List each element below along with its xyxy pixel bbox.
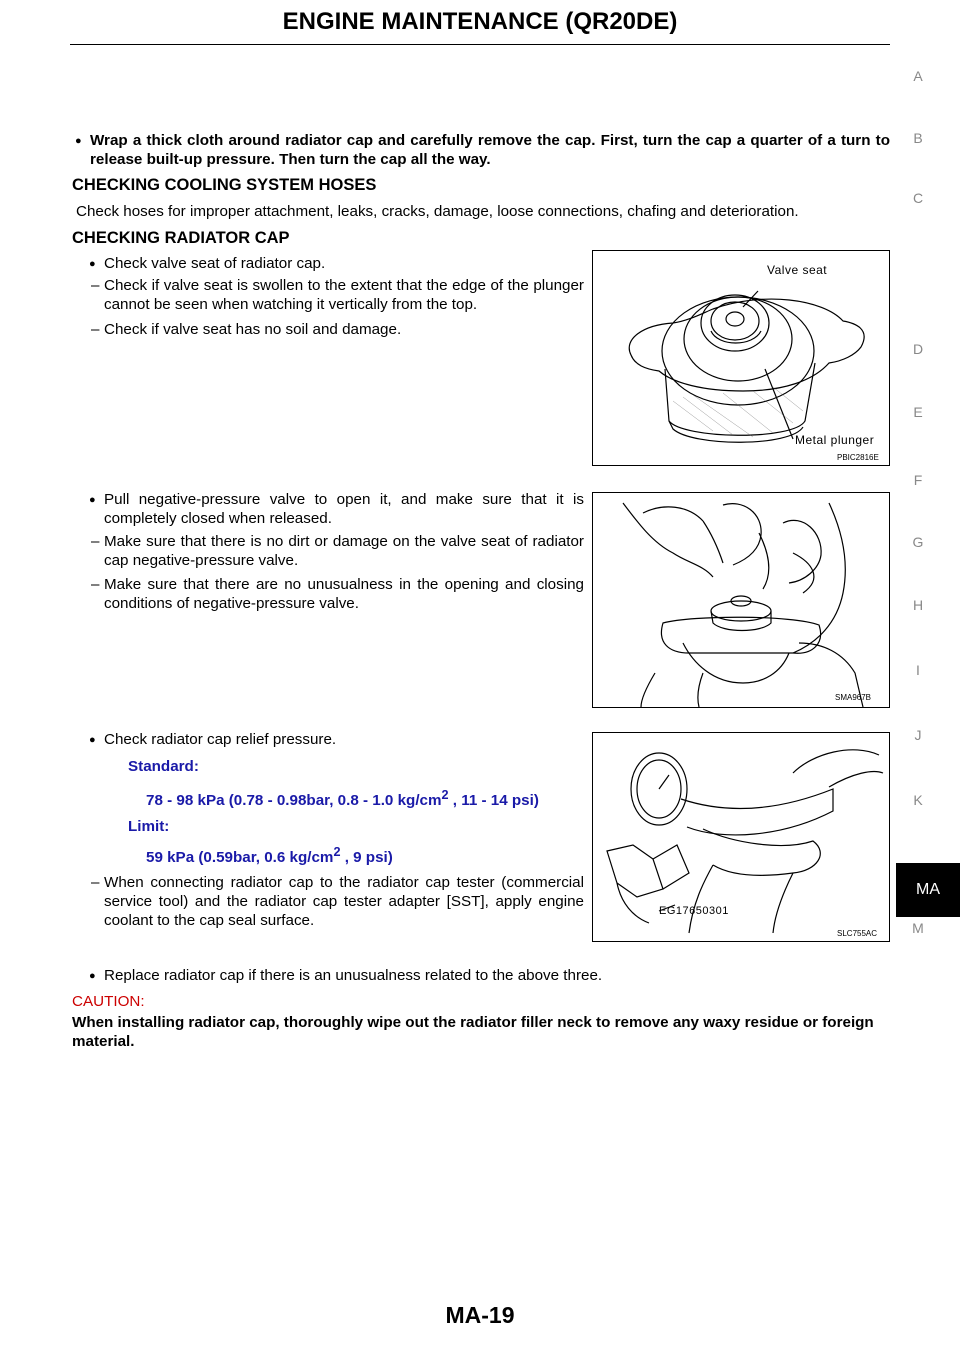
list-item	[89, 490, 584, 528]
list-item-text: Make sure that there are no unusualness in the opening and closing conditions of negative-pressure valve.	[104, 576, 584, 612]
list-sub-item	[91, 320, 584, 339]
list-sub-item	[91, 532, 584, 570]
list-item-text: Replace radiator cap if there is an unusualness related to the above three.	[104, 967, 603, 984]
bullet-icon: ●	[89, 970, 96, 982]
spec-standard-label: Standard:	[128, 758, 199, 775]
figure-label-tool: EG17650301	[659, 905, 729, 917]
list-sub-item	[91, 276, 584, 314]
list-item-text: When connecting radiator cap to the radiator cap tester (commercial service tool) and the radiator cap tester adapter [SST], apply engine coolant to the cap seal surface.	[104, 874, 584, 929]
list-item-text: Check if valve seat has no soil and damage.	[104, 321, 402, 338]
list-item-text: Check valve seat of radiator cap.	[104, 255, 326, 272]
side-index-k[interactable]: K	[913, 792, 923, 808]
side-index-j[interactable]: J	[914, 727, 922, 743]
bullet-icon: ●	[75, 135, 82, 147]
page-number: MA-19	[445, 1302, 515, 1328]
intro-text: Wrap a thick cloth around radiator cap and carefully remove the cap. First, turn the cap a quarter of a turn to release built-up pressure. Then turn the cap all the way.	[90, 132, 890, 168]
figure-id: SLC755AC	[837, 929, 878, 938]
dash-icon: –	[91, 576, 100, 593]
superscript: 2	[441, 788, 449, 802]
dash-icon: –	[91, 277, 100, 294]
superscript: 2	[333, 845, 341, 859]
page-header-title: ENGINE MAINTENANCE (QR20DE)	[282, 8, 678, 35]
side-index-b[interactable]: B	[913, 130, 923, 146]
cap-tester-illustration	[593, 733, 889, 941]
list-item-text: Make sure that there is no dirt or damage on the valve seat of radiator cap negative-pressure valve.	[104, 533, 584, 569]
side-index-g[interactable]: G	[912, 534, 924, 550]
spec-standard-tail: , 11 - 14 psi)	[448, 792, 539, 810]
list-item	[89, 254, 584, 273]
figure-id: SMA967B	[835, 693, 872, 702]
figure-label-valve-seat: Valve seat	[767, 263, 828, 277]
list-item	[89, 966, 884, 985]
side-index-i[interactable]: I	[916, 662, 920, 678]
figure-id: PBIC2816E	[837, 453, 879, 462]
spec-limit-text: 59 kPa (0.59bar, 0.6 kg/cm	[146, 849, 334, 867]
spec-standard-text: 78 - 98 kPa (0.78 - 0.98bar, 0.8 - 1.0 kg/cm	[146, 792, 442, 810]
caution-label: CAUTION:	[72, 993, 145, 1010]
dash-icon: –	[91, 874, 100, 891]
side-index-e[interactable]: E	[913, 404, 923, 420]
figure-negative-pressure-valve	[592, 492, 890, 708]
hands-pulling-valve-illustration	[593, 493, 889, 707]
spec-limit-tail: , 9 psi)	[340, 849, 393, 867]
hoses-text: Check hoses for improper attachment, leaks, cracks, damage, loose connections, chafing and deterioration.	[76, 203, 799, 220]
intro-bullet-item	[75, 131, 890, 169]
side-index-a[interactable]: A	[913, 68, 923, 84]
side-index-c[interactable]: C	[912, 190, 924, 206]
list-item-text: Check radiator cap relief pressure.	[104, 731, 337, 748]
bullet-icon: ●	[89, 258, 96, 270]
section-heading-hoses: CHECKING COOLING SYSTEM HOSES	[72, 176, 377, 194]
bullet-icon: ●	[89, 494, 96, 506]
section-heading-radiator-cap: CHECKING RADIATOR CAP	[72, 229, 290, 247]
side-index-f[interactable]: F	[913, 472, 923, 488]
list-sub-item	[91, 575, 584, 613]
bullet-icon: ●	[89, 734, 96, 746]
figure-label-metal-plunger: Metal plunger	[795, 433, 875, 447]
dash-icon: –	[91, 321, 100, 338]
list-item-text: Check if valve seat is swollen to the extent that the edge of the plunger cannot be seen when watching it vertically from the top.	[104, 277, 584, 313]
side-index-d[interactable]: D	[912, 341, 924, 357]
list-sub-item	[91, 873, 584, 930]
side-index-h[interactable]: H	[912, 597, 924, 613]
spec-limit-value	[146, 845, 393, 866]
figure-cap-tester	[592, 732, 890, 942]
spec-standard-value	[146, 788, 539, 809]
side-index-ma-active[interactable]: MA	[896, 863, 960, 917]
dash-icon: –	[91, 533, 100, 550]
list-item	[89, 730, 584, 749]
figure-radiator-cap	[592, 250, 890, 466]
list-item-text: Pull negative-pressure valve to open it, and make sure that it is completely closed when released.	[104, 491, 584, 527]
spec-limit-label: Limit:	[128, 818, 170, 835]
side-index-m[interactable]: M	[912, 920, 924, 936]
caution-text: When installing radiator cap, thoroughly wipe out the radiator filler neck to remove any waxy residue or foreign material.	[72, 1014, 874, 1050]
header-divider	[70, 44, 890, 45]
